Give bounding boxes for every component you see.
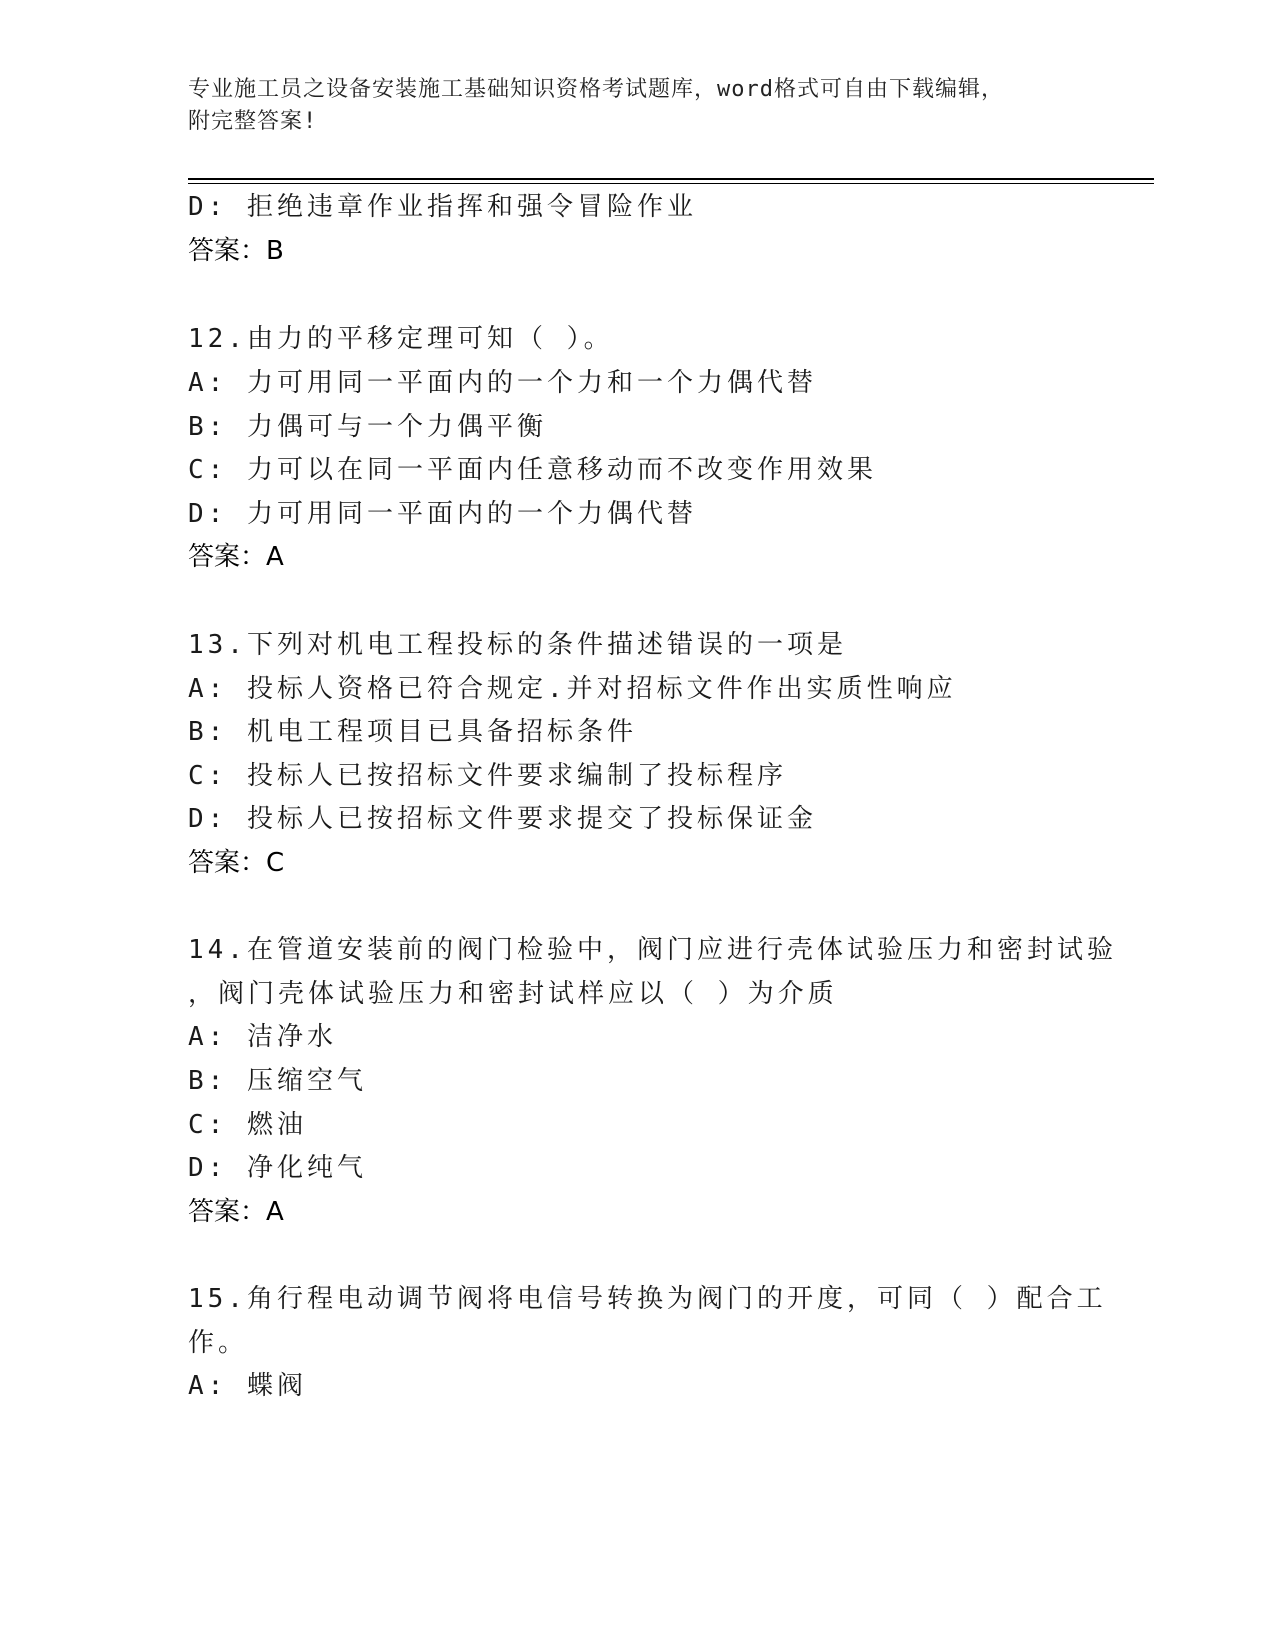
header-divider-thin [188,183,1154,184]
q12-option-b: B: 力偶可与一个力偶平衡 [188,412,547,442]
q14-option-d: D: 净化纯气 [188,1153,367,1183]
q11-option-d: D: 拒绝违章作业指挥和强令冒险作业 [188,192,697,222]
q14-option-a: A: 洁净水 [188,1022,337,1052]
document-header [188,74,1088,138]
q12-option-c: C: 力可以在同一平面内任意移动而不改变作用效果 [188,455,877,485]
q15-option-a: A: 蝶阀 [188,1371,307,1401]
q15-question-line-2: 作。 [188,1328,249,1358]
q12-option-a: A: 力可用同一平面内的一个力和一个力偶代替 [188,368,817,398]
header-divider-thick [188,178,1154,180]
q14-question-line-2: ，阀门壳体试验压力和密封试样应以（ ）为介质 [188,979,838,1009]
q13-option-d: D: 投标人已按招标文件要求提交了投标保证金 [188,804,817,834]
q12-option-d: D: 力可用同一平面内的一个力偶代替 [188,499,697,529]
q14-answer: 答案：A [188,1197,284,1227]
q14-option-c: C: 燃油 [188,1110,307,1140]
q13-answer: 答案：C [188,848,285,878]
q12-question: 12.由力的平移定理可知（ ）。 [188,324,614,354]
q14-question-line-1: 14.在管道安装前的阀门检验中，阀门应进行壳体试验压力和密封试验 [188,935,1117,965]
q12-answer: 答案：A [188,542,284,572]
q13-option-b: B: 机电工程项目已具备招标条件 [188,717,637,747]
q11-answer: 答案：B [188,236,284,266]
header-line-2: 附完整答案! [188,109,318,134]
q15-question-line-1: 15.角行程电动调节阀将电信号转换为阀门的开度，可同（ ）配合工 [188,1284,1107,1314]
header-line-1: 专业施工员之设备安装施工基础知识资格考试题库，word格式可自由下载编辑， [188,77,1004,102]
q13-option-a: A: 投标人资格已符合规定.并对招标文件作出实质性响应 [188,674,957,704]
q13-option-c: C: 投标人已按招标文件要求编制了投标程序 [188,761,787,791]
q13-question: 13.下列对机电工程投标的条件描述错误的一项是 [188,630,847,660]
q14-option-b: B: 压缩空气 [188,1066,367,1096]
